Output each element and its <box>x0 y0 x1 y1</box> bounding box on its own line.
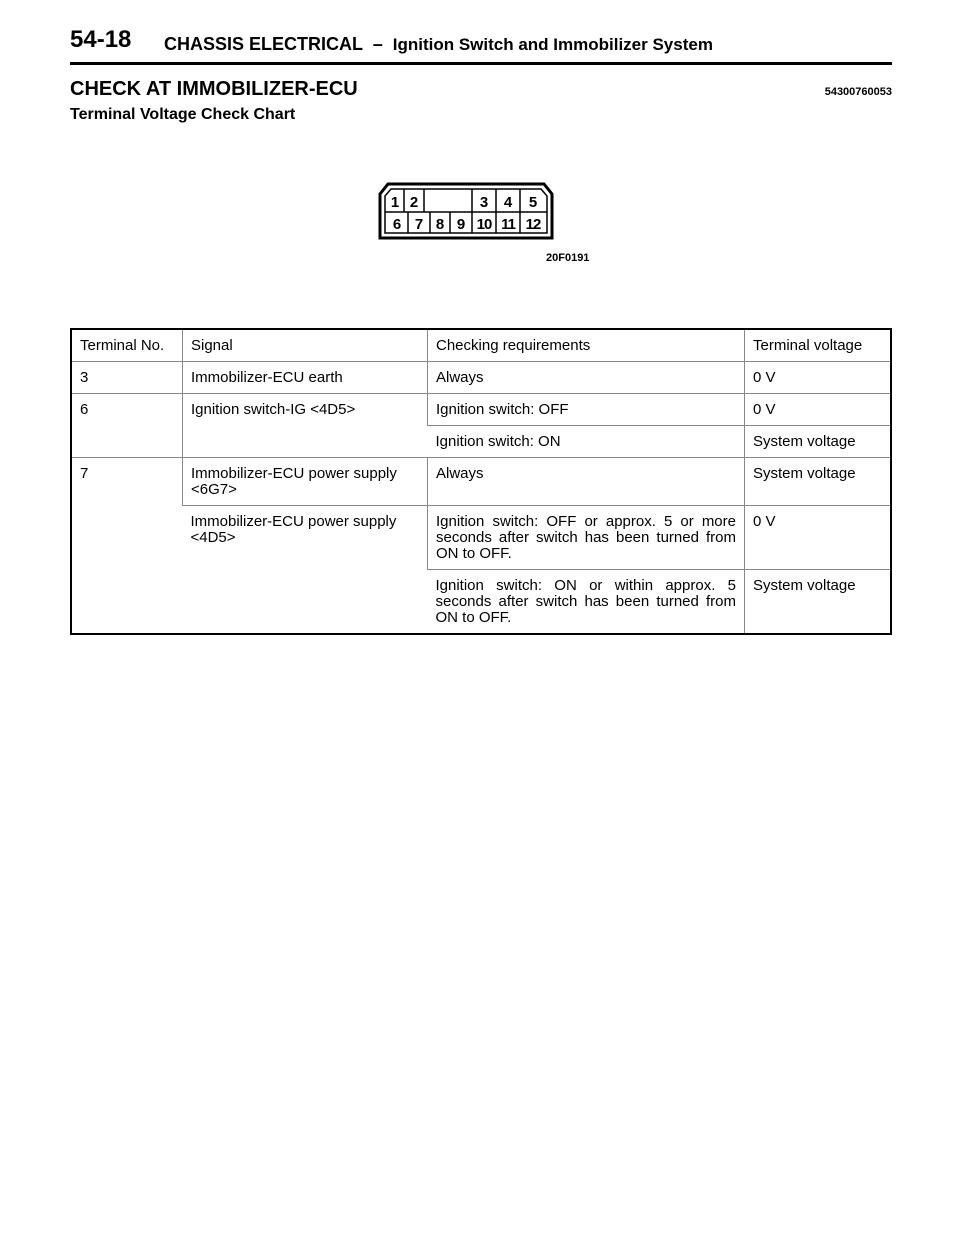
cell-requirement: Ignition switch: OFF <box>428 394 745 426</box>
cell-signal: Immobilizer-ECU power supply <4D5> <box>183 506 428 635</box>
table-row <box>71 362 891 394</box>
table-header-row <box>71 329 891 362</box>
table-row <box>71 394 891 426</box>
header-terminal-no: Terminal No. <box>80 337 165 354</box>
pin-label: 11 <box>501 216 515 233</box>
chapter-title <box>164 34 713 55</box>
pin-label: 5 <box>528 194 538 211</box>
cell-signal: Immobilizer-ECU power supply <6G7> <box>183 458 428 506</box>
cell-requirement: Always <box>428 362 745 394</box>
cell-voltage: System voltage <box>745 426 892 458</box>
header-terminal-voltage: Terminal voltage <box>745 329 892 362</box>
cell-requirement: Ignition switch: ON <box>428 426 745 458</box>
pin-label: 12 <box>525 216 541 233</box>
chapter-separator: – <box>372 34 383 54</box>
cell-requirement: Ignition switch: ON or within approx. 5 seconds after switch has been turned from ON to OFF. <box>428 570 745 635</box>
cell-requirement: Always <box>428 458 745 506</box>
pin-label: 3 <box>479 194 489 211</box>
chapter-subtitle: Ignition Switch and Immobilizer System <box>392 35 713 54</box>
connector-diagram <box>376 182 596 252</box>
cell-voltage: System voltage <box>745 570 892 635</box>
pin-label: 9 <box>456 216 466 233</box>
pin-label: 6 <box>392 216 402 233</box>
header-signal: Signal <box>183 329 428 362</box>
chapter-name: CHASSIS ELECTRICAL <box>164 34 363 54</box>
table-row <box>71 506 891 570</box>
pin-label: 10 <box>476 216 492 233</box>
cell-voltage: 0 V <box>745 394 892 426</box>
subsection-title: Terminal Voltage Check Chart <box>70 106 296 123</box>
pin-label: 8 <box>435 216 445 233</box>
cell-terminal: 6 <box>71 394 183 458</box>
cell-terminal: 7 <box>71 458 183 635</box>
figure-code: 20F0191 <box>546 252 590 264</box>
cell-voltage: System voltage <box>745 458 892 506</box>
page-header <box>70 26 892 65</box>
terminal-voltage-table <box>70 328 892 635</box>
cell-signal: Ignition switch-IG <4D5> <box>183 394 428 458</box>
cell-requirement: Ignition switch: OFF or approx. 5 or more seconds after switch has been turned from ON to OFF. <box>428 506 745 570</box>
cell-voltage: 0 V <box>745 506 892 570</box>
section-title: CHECK AT IMMOBILIZER-ECU <box>70 78 358 100</box>
cell-signal: Immobilizer-ECU earth <box>183 362 428 394</box>
pin-label: 2 <box>409 194 419 211</box>
page-number: 54-18 <box>70 26 132 53</box>
cell-terminal: 3 <box>71 362 183 394</box>
header-checking-requirements: Checking requirements <box>428 329 745 362</box>
section-code: 54300760053 <box>824 86 892 98</box>
pin-label: 1 <box>390 194 400 211</box>
cell-voltage: 0 V <box>745 362 892 394</box>
pin-label: 4 <box>503 194 513 211</box>
table-row <box>71 458 891 506</box>
pin-label: 7 <box>414 216 424 233</box>
